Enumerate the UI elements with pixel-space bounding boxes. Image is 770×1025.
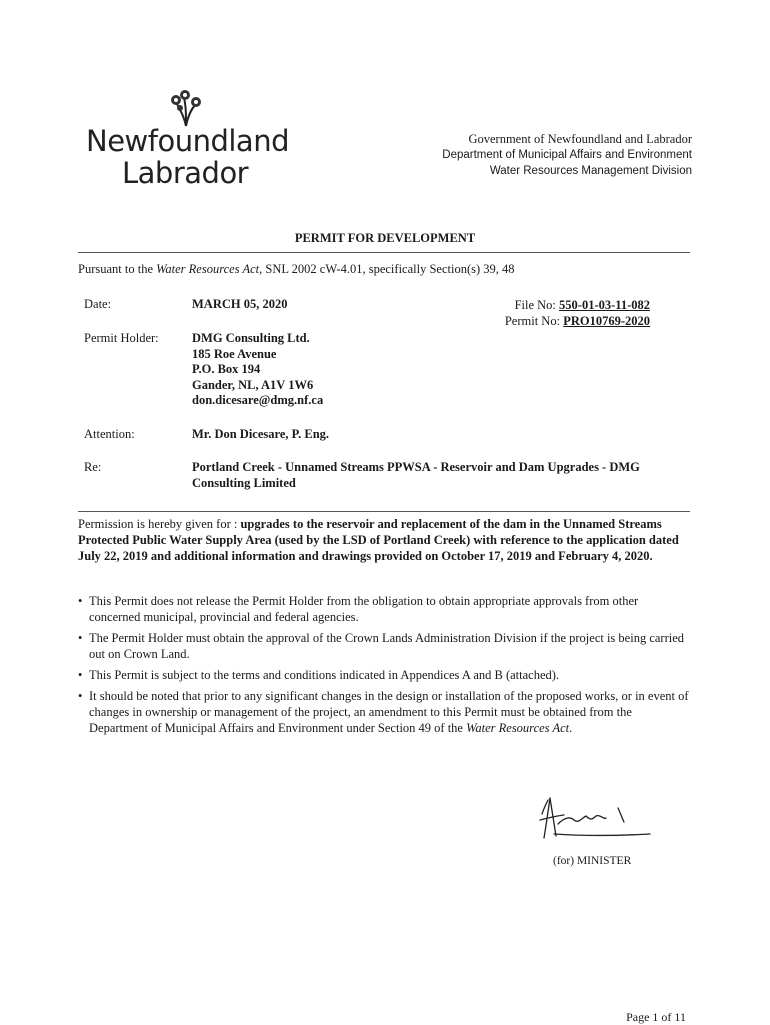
department-name: Department of Municipal Affairs and Environment	[442, 149, 692, 161]
condition-text: This Permit is subject to the terms and conditions indicated in Appendices A and B (attached).	[89, 668, 560, 682]
re-label: Re:	[84, 460, 102, 474]
bullet: •	[78, 689, 83, 703]
permit-holder-address	[192, 331, 323, 409]
government-header	[442, 131, 692, 179]
condition-item	[78, 667, 690, 683]
condition-text: The Permit Holder must obtain the approval of the Crown Lands Administration Division if the project is being carried out on Crown Land.	[89, 631, 685, 661]
act-name: Water Resources Act	[156, 262, 260, 276]
date-label: Date:	[84, 297, 112, 311]
condition-item	[78, 630, 690, 662]
condition-item	[78, 593, 690, 625]
bullet: •	[78, 668, 83, 682]
file-no	[505, 297, 650, 313]
file-no-label: File No:	[514, 298, 560, 312]
holder-line: P.O. Box 194	[192, 362, 261, 376]
re-line: Portland Creek - Unnamed Streams PPWSA - Reservoir and Dam Upgrades - DMG	[192, 460, 640, 474]
attention-label: Attention:	[84, 427, 135, 441]
signature-caption: (for) MINISTER	[553, 855, 632, 867]
date-value: MARCH 05, 2020	[192, 297, 288, 311]
pursuant-suffix: , SNL 2002 cW-4.01, specifically Section(s) 39, 48	[259, 262, 515, 276]
condition-text: This Permit does not release the Permit Holder from the obligation to obtain appropriate approvals from other concerned municipal, provincial and federal agencies.	[89, 594, 639, 624]
file-reference	[505, 297, 650, 329]
holder-line: 185 Roe Avenue	[192, 346, 277, 361]
divider	[78, 511, 690, 512]
document-title: PERMIT FOR DEVELOPMENT	[294, 231, 476, 245]
act-name: Water Resources Act	[466, 721, 570, 735]
pursuant-prefix: Pursuant to the	[78, 262, 157, 276]
file-no-value: 550-01-03-11-082	[559, 298, 650, 312]
conditions-list	[78, 593, 690, 741]
government-name: Government of Newfoundland and Labrador	[468, 132, 692, 146]
holder-line: Gander, NL, A1V 1W6	[192, 377, 314, 392]
division-name: Water Resources Management Division	[489, 165, 692, 177]
bullet: •	[78, 631, 83, 645]
page-number: Page 1 of 11	[626, 1010, 686, 1024]
permission-prefix: Permission is hereby given for :	[78, 517, 241, 531]
signature-image	[534, 790, 654, 850]
pursuant-line	[78, 262, 515, 277]
holder-line: DMG Consulting Ltd.	[192, 331, 310, 345]
re-line: Consulting Limited	[192, 475, 296, 490]
re-value	[192, 460, 640, 491]
holder-line: don.dicesare@dmg.nf.ca	[192, 393, 324, 407]
condition-text-end: .	[569, 721, 573, 735]
nl-logo	[86, 88, 289, 190]
permit-no-value: PRO10769-2020	[563, 314, 650, 328]
permit-no-label: Permit No:	[504, 314, 564, 328]
condition-item	[78, 688, 690, 736]
permission-statement	[78, 516, 690, 564]
permission-body: upgrades to the reservoir and replacement of the dam in the Unnamed Streams Protected Public Water Supply Area (used by the LSD of Portland Creek) with reference to the application dated July 22, 2019 and additional information and drawings provided on October 17, 2019 and February 4, 2020.	[78, 517, 679, 563]
logo-text-newfoundland: Newfoundland	[86, 124, 289, 158]
permit-holder-label: Permit Holder:	[84, 331, 159, 345]
divider	[78, 252, 690, 253]
permit-no	[505, 313, 650, 329]
attention-value: Mr. Don Dicesare, P. Eng.	[192, 427, 330, 441]
pitcher-plant-icon	[166, 88, 206, 128]
condition-text: It should be noted that prior to any significant changes in the design or installation of the proposed works, or in event of changes in ownership or management of the project, an amendment to this Permit must be obtained from the Department of Municipal Affairs and Environment under Section 49 of the	[89, 689, 689, 735]
bullet: •	[78, 594, 83, 608]
logo-text-labrador: Labrador	[122, 156, 249, 190]
